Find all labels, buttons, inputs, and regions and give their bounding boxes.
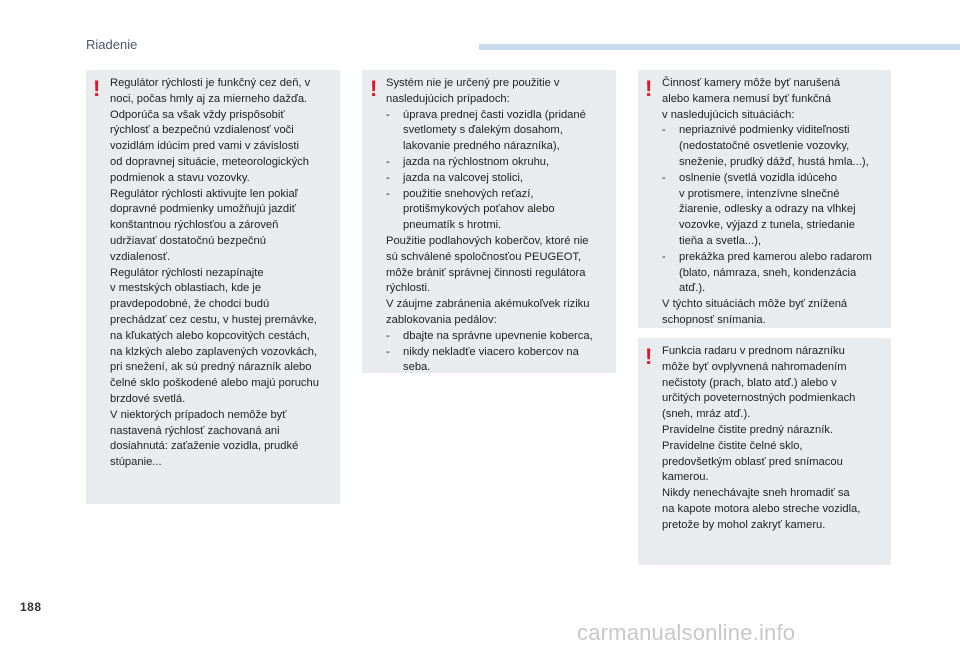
text-line: V niektorých prípadoch nemôže byť [110, 408, 287, 421]
text-line: noci, počas hmly aj za mierneho dažďa. [110, 92, 308, 105]
text-line: alebo kamera nemusí byť funkčná [662, 92, 831, 105]
text-line: rýchlosti. [386, 282, 431, 295]
list-dash: - [386, 329, 390, 342]
text-line: môže brániť správnej činnosti regulátora [386, 266, 586, 279]
text-line: V týchto situáciách môže byť znížená [662, 298, 848, 311]
page-number: 188 [20, 600, 42, 614]
text-line: Pravidelne čistite čelné sklo, [662, 439, 803, 452]
text-line: čelné sklo poškodené alebo majú poruchu [110, 377, 319, 390]
text-line: na kľukatých alebo kopcovitých cestách, [110, 329, 310, 342]
text-line: predovšetkým oblasť pred snímacou [662, 455, 843, 468]
list-item-text: prekážka pred kamerou alebo radarom [679, 250, 872, 263]
list-item-text: jazda na valcovej stolici, [403, 171, 524, 184]
text-line: nastavená rýchlosť zachovaná ani [110, 424, 280, 437]
list-item [386, 187, 593, 203]
list-item-text: použitie snehových reťazí, [403, 187, 534, 200]
list-dash: - [662, 171, 666, 184]
text-line: Činnosť kamery môže byť narušená [662, 77, 841, 89]
text-line: Regulátor rýchlosti nezapínajte [110, 266, 264, 279]
text-line: Pravidelne čistite predný nárazník. [662, 423, 834, 436]
list-item-text: nikdy nekladťe viacero kobercov na [403, 345, 579, 358]
list-item-continuation: sneženie, prudký dážď, hustá hmla...), [679, 155, 869, 168]
list-item-continuation: lakovanie predného nárazníka), [403, 140, 560, 153]
text-line: prechádzať cez cestu, v hustej premávke, [110, 313, 317, 326]
list-item [386, 329, 593, 345]
text-line: Odporúča sa však vždy prispôsobiť [110, 108, 285, 121]
text-line: stúpanie... [110, 456, 162, 469]
text-line: podmienok a stavu vozovky. [110, 171, 250, 184]
text-line: V záujme zabránenia akémukoľvek riziku [386, 298, 590, 311]
list-item-continuation: v protismere, intenzívne slnečné [679, 187, 840, 200]
list-item [662, 171, 872, 187]
text-line: Systém nie je určený pre použitie v [386, 77, 560, 89]
text-line: Regulátor rýchlosti je funkčný cez deň, v [110, 77, 311, 89]
list-dash: - [386, 108, 390, 121]
list-dash: - [386, 345, 390, 358]
list-dash: - [662, 250, 666, 263]
text-line: udržiavať dostatočnú bezpečnú [110, 234, 266, 247]
text-line: nasledujúcich prípadoch: [386, 92, 510, 105]
list-item-text: nepriaznivé podmienky viditeľnosti [679, 124, 850, 137]
panel-1-text [110, 76, 319, 471]
text-line: dosiahnutá: zaťaženie vozidla, prudké [110, 440, 299, 453]
list-dash: - [386, 155, 390, 168]
panel-2-text [386, 76, 593, 376]
list-item-continuation: žiarenie, odlesky a odrazy na vlhkej [679, 203, 856, 216]
text-line: brzdové svetlá. [110, 392, 186, 405]
list-item-continuation: atď.). [679, 282, 706, 295]
watermark: carmanualsonline.info [577, 620, 796, 645]
text-line: Nikdy nenechávajte sneh hromadiť sa [662, 487, 850, 500]
list-item-text: jazda na rýchlostnom okruhu, [403, 155, 550, 168]
list-item-continuation: pneumatík s hrotmi. [403, 219, 502, 232]
list-item-text: oslnenie (svetlá vozidla idúceho [679, 171, 837, 184]
text-line: v nasledujúcich situáciách: [662, 108, 795, 121]
text-line: vozidlám idúcim pred vami v závislosti [110, 140, 300, 153]
warning-icon: ! [93, 76, 101, 101]
list-item [386, 155, 593, 171]
text-line: na kapote motora alebo streche vozidla, [662, 502, 861, 515]
header-accent-bar [479, 44, 960, 50]
list-item [386, 108, 593, 124]
list-item-continuation: vozovke, výjazd z tunela, striedanie [679, 219, 855, 232]
text-line: Regulátor rýchlosti aktivujte len pokiaľ [110, 187, 298, 200]
panel-3-text [662, 76, 872, 329]
list-item [662, 123, 872, 139]
list-item-continuation: (blato, námraza, sneh, kondenzácia [679, 266, 857, 279]
text-line: pretože by mohol zakryť kameru. [662, 518, 826, 531]
text-line: dopravné podmienky umožňujú jazdiť [110, 203, 296, 216]
panel-4-text [662, 344, 860, 534]
list-item [662, 250, 872, 266]
text-line: schopnosť snímania. [662, 313, 766, 326]
text-line: na klzkých alebo zaplavených vozovkách, [110, 345, 318, 358]
text-line: vzdialenosť. [110, 250, 171, 263]
list-item-continuation: seba. [403, 361, 431, 374]
text-line: môže byť ovplyvnená nahromadením [662, 360, 847, 373]
warning-icon: ! [645, 76, 653, 101]
text-line: sú schválené spoločnosťou PEUGEOT, [386, 250, 582, 263]
text-line: pravdepodobné, že chodci budú [110, 298, 270, 311]
text-line: Použitie podlahových koberčov, ktoré nie [386, 234, 589, 247]
text-line: rýchlosť a bezpečnú vzdialenosť voči [110, 124, 294, 137]
list-item-continuation: tieňa a svetla...), [679, 234, 762, 247]
list-item-text: dbajte na správne upevnenie koberca, [403, 329, 593, 342]
text-line: konštantnou rýchlosťou a zároveň [110, 219, 279, 232]
list-dash: - [386, 187, 390, 200]
warning-icon: ! [645, 344, 653, 369]
list-item-text: úprava prednej časti vozidla (pridané [403, 108, 586, 121]
list-dash: - [386, 171, 390, 184]
list-item-continuation: protišmykových poťahov alebo [403, 203, 555, 216]
text-line: od dopravnej situácie, meteorologických [110, 155, 309, 168]
text-line: zablokovania pedálov: [386, 313, 497, 326]
text-line: kamerou. [662, 471, 709, 484]
text-line: v mestských oblastiach, kde je [110, 282, 262, 295]
text-line: Funkcia radaru v prednom nárazníku [662, 345, 845, 357]
text-line: nečistoty (prach, blato atď.) alebo v [662, 376, 837, 389]
text-line: (sneh, mráz atď.). [662, 408, 751, 421]
list-item [386, 171, 593, 187]
warning-icon: ! [370, 76, 378, 101]
section-title: Riadenie [86, 37, 138, 52]
text-line: určitých poveternostných podmienkach [662, 392, 856, 405]
text-line: pri snežení, ak sú predný nárazník alebo [110, 361, 312, 374]
list-item [386, 345, 593, 361]
list-item-continuation: (nedostatočné osvetlenie vozovky, [679, 140, 850, 153]
list-dash: - [662, 124, 666, 137]
list-item-continuation: svetlomety s ďalekým dosahom, [403, 124, 563, 137]
